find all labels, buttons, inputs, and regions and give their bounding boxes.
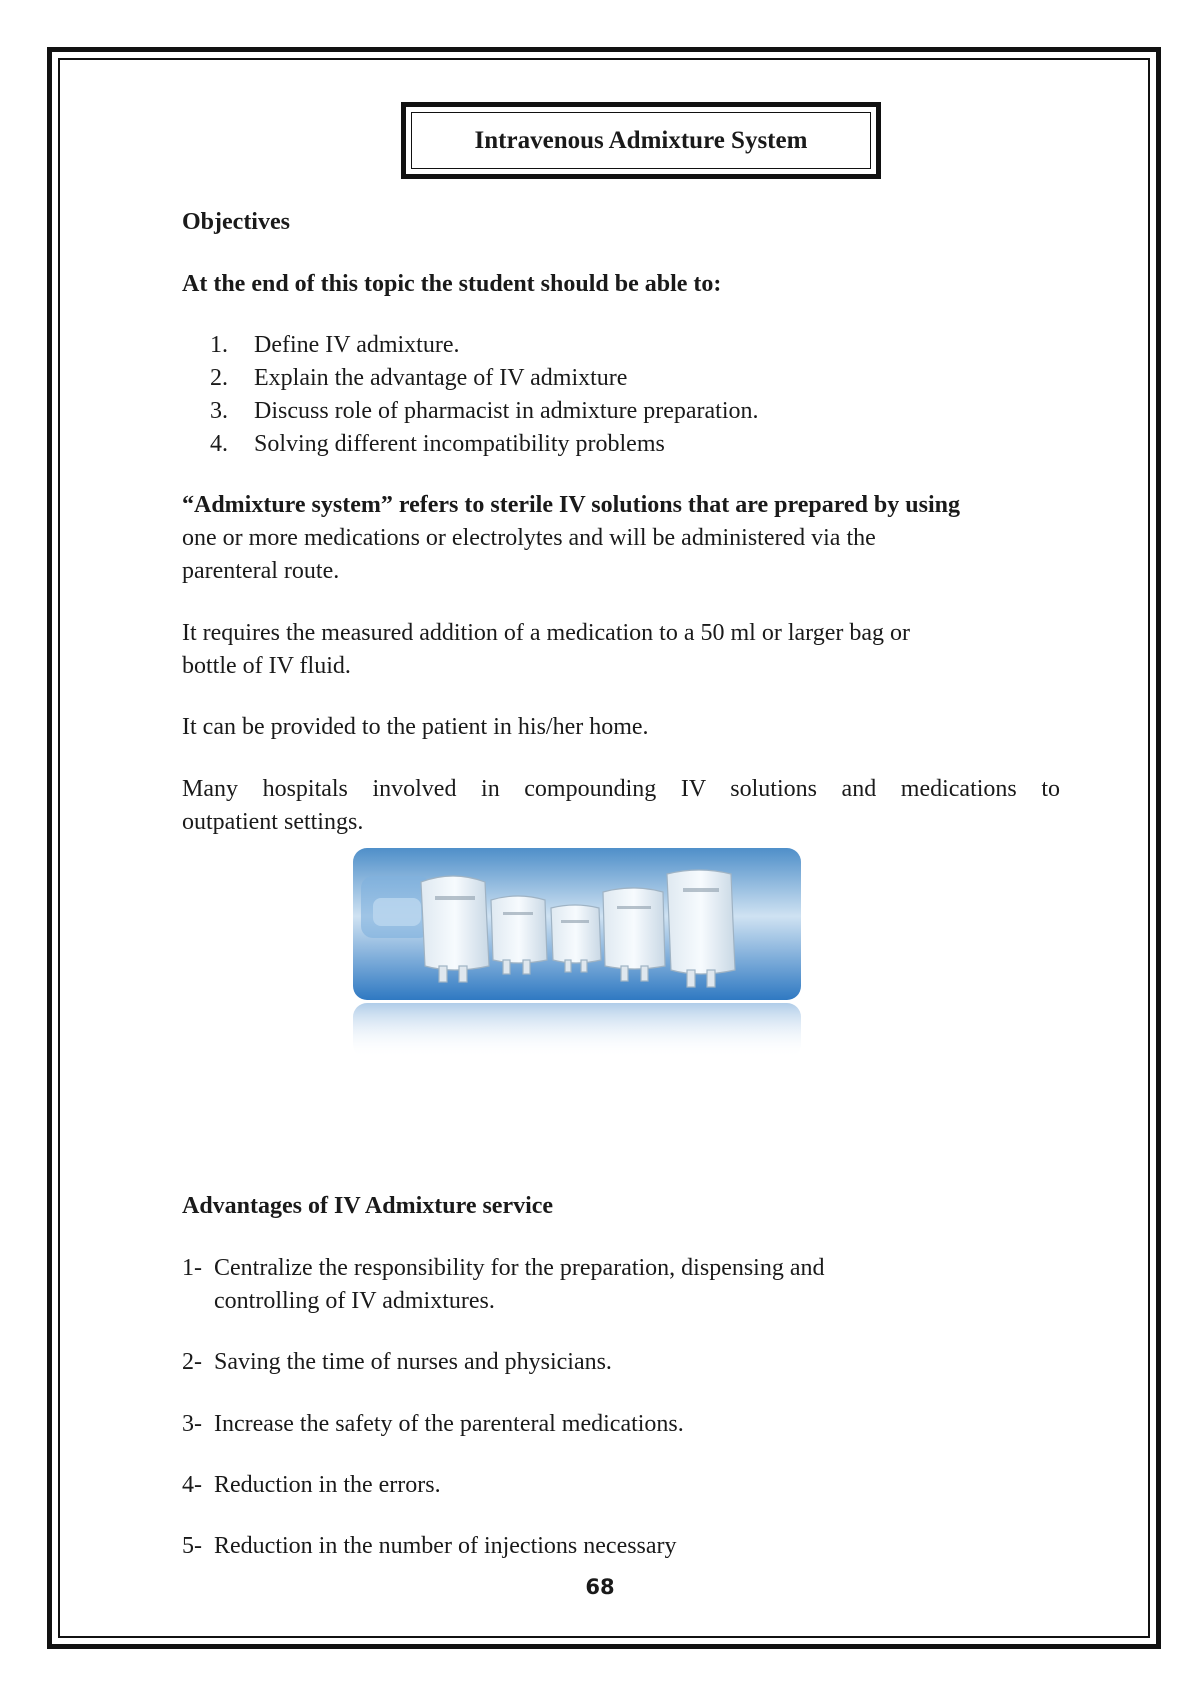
advantages-heading: Advantages of IV Admixture service (182, 1193, 554, 1219)
definition-paragraph-line-2: one or more medications or electrolytes and will be administered via the (182, 525, 876, 551)
advantage-item-1: 1- Centralize the responsibility for the preparation, dispensing and (182, 1255, 825, 1281)
advantage-item-1-continued: controlling of IV admixtures. (214, 1288, 495, 1314)
hospitals-paragraph-line-2: outpatient settings. (182, 809, 364, 835)
advantage-item-2: 2- Saving the time of nurses and physicians. (182, 1349, 612, 1375)
list-item: 1. Define IV admixture. (210, 332, 460, 358)
page-title: Intravenous Admixture System (474, 126, 808, 154)
title-box (401, 102, 881, 179)
list-item: 2. Explain the advantage of IV admixture (210, 365, 628, 391)
iv-bags-image (353, 848, 801, 1058)
requirement-paragraph-line-1: It requires the measured addition of a medication to a 50 ml or larger bag or (182, 620, 910, 646)
advantage-item-5: 5- Reduction in the number of injections necessary (182, 1533, 677, 1559)
advantage-item-4: 4- Reduction in the errors. (182, 1472, 441, 1498)
definition-paragraph-line-1: “Admixture system” refers to sterile IV solutions that are prepared by using (182, 492, 960, 518)
list-item: 4. Solving different incompatibility problems (210, 431, 665, 457)
objectives-heading: Objectives (182, 209, 290, 235)
page-number: 68 (585, 1575, 615, 1599)
list-item: 3. Discuss role of pharmacist in admixture preparation. (210, 398, 759, 424)
home-paragraph: It can be provided to the patient in his/her home. (182, 714, 649, 740)
advantage-item-3: 3- Increase the safety of the parenteral medications. (182, 1411, 684, 1437)
objectives-intro: At the end of this topic the student should be able to: (182, 271, 722, 297)
hospitals-paragraph-line-1: Many hospitals involved in compounding IV solutions and medications to (182, 776, 1060, 802)
definition-paragraph-line-3: parenteral route. (182, 558, 340, 584)
requirement-paragraph-line-2: bottle of IV fluid. (182, 653, 351, 679)
objectives-list (210, 329, 759, 461)
